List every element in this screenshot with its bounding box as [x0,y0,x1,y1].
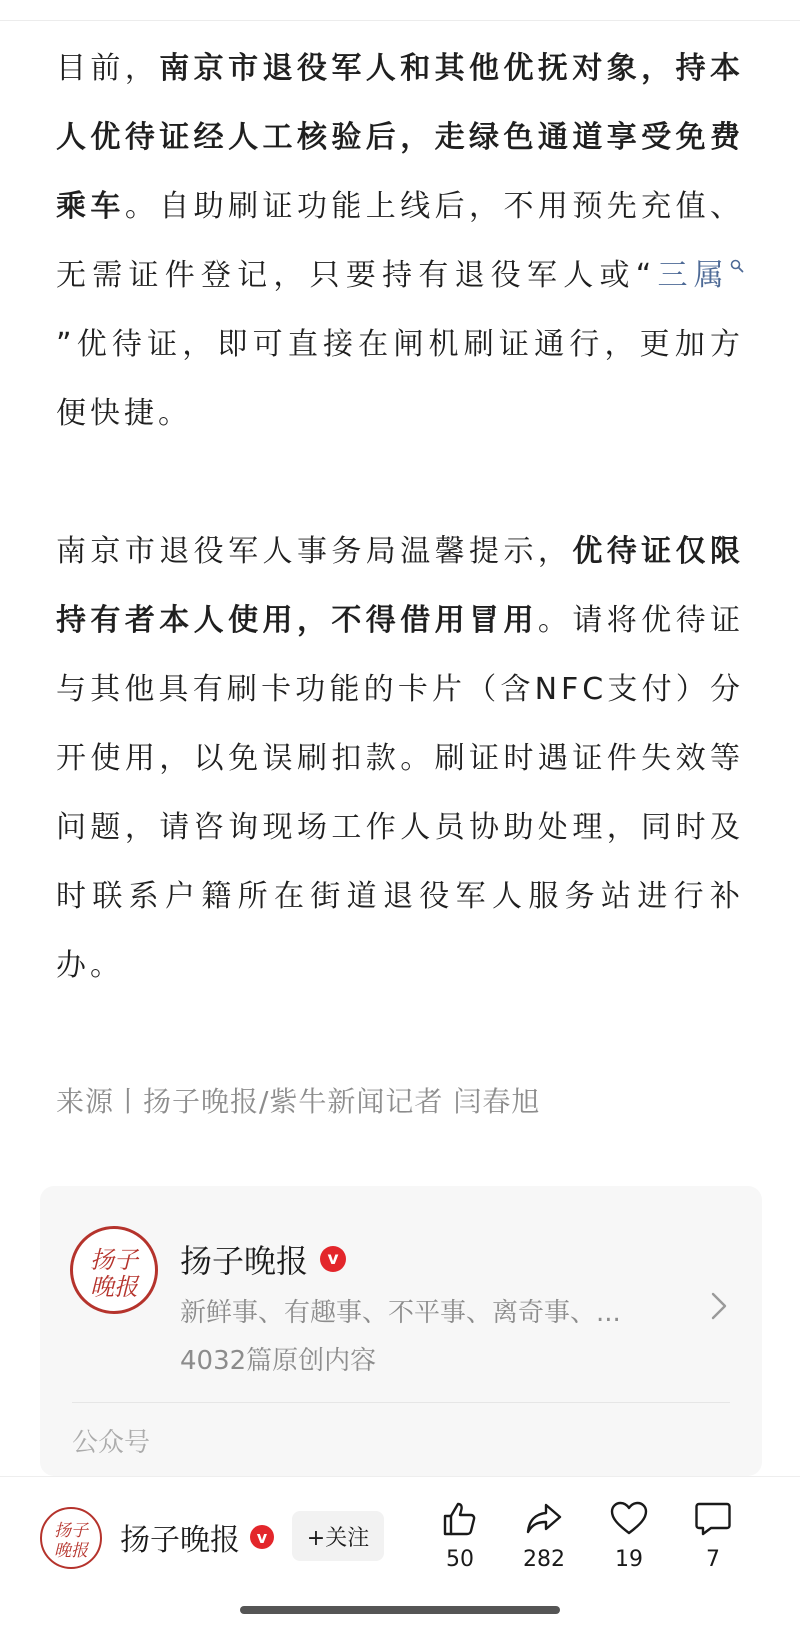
account-name: 扬子晚报 [180,1242,309,1280]
like-button[interactable] [425,1499,495,1572]
article-paragraph-2 [56,517,744,1000]
para1-text-2: 。自助刷证功能上线后，不用预先充值、无需证件登记，只要持有退役军人或“ [56,189,745,293]
account-description: 新鲜事、有趣事、不平事、离奇事、... [180,1298,621,1328]
para1-text-3: ”优待证，即可直接在闸机刷证通行，更加方便快捷。 [56,327,744,431]
bottom-action-bar [0,1476,800,1626]
bottom-logo-line-1: 扬子 [54,1521,88,1541]
verified-badge-icon: v [320,1246,346,1272]
bottom-logo-image [46,1513,96,1563]
para2-text-1: 南京市退役军人事务局温馨提示， [56,534,573,569]
article-paragraph-1 [56,34,744,448]
logo-line-2: 晚报 [90,1273,138,1301]
account-name-row [180,1236,346,1282]
para1-text-1: 目前， [56,51,160,86]
account-card[interactable] [40,1186,762,1476]
article-source: 来源丨扬子晚报/紫牛新闻记者 闫春旭 [56,1085,541,1118]
follow-button[interactable]: +关注 [292,1511,384,1561]
favorite-button[interactable] [594,1499,664,1572]
search-term-link[interactable]: 三属 [655,258,730,293]
share-icon [524,1499,564,1539]
share-button[interactable] [509,1499,579,1572]
chevron-right-icon[interactable] [710,1290,728,1330]
heart-icon [609,1499,649,1539]
bottom-verified-badge-icon: v [250,1525,274,1549]
account-logo [70,1226,158,1314]
para2-text-2: 。请将优待证与其他具有刷卡功能的卡片（含NFC支付）分开使用，以免误刷扣款。刷证时遇证件失效等问题，请咨询现场工作人员协助处理，同时及时联系户籍所在街道退役军人服务站进行补办。 [56,603,745,983]
bottom-account-name: 扬子晚报 [120,1523,240,1558]
account-logo-image [79,1235,149,1305]
bottom-logo-line-2: 晚报 [54,1541,88,1561]
para2-bold-text: 优待证仅限持有者本人使用，不得借用冒用 [56,534,745,638]
account-original-count: 4032篇原创内容 [180,1346,377,1376]
account-type-label: 公众号 [72,1428,151,1458]
top-divider [0,20,800,21]
home-indicator[interactable] [240,1606,560,1614]
search-icon[interactable] [730,258,744,277]
share-count: 282 [523,1547,565,1572]
para1-bold-text: 南京市退役军人和其他优抚对象，持本人优待证经人工核验后，走绿色通道享受免费乘车 [56,51,745,224]
bottom-account-name-row[interactable] [120,1515,274,1559]
comment-count: 7 [706,1547,720,1572]
card-divider [72,1402,730,1403]
bottom-account-avatar[interactable] [40,1507,102,1569]
comment-button[interactable] [678,1499,748,1572]
article-body [56,34,744,1000]
logo-line-1: 扬子 [90,1246,138,1274]
comment-icon [693,1499,733,1539]
favorite-count: 19 [615,1547,643,1572]
thumbs-up-icon [440,1499,480,1539]
like-count: 50 [446,1547,474,1572]
